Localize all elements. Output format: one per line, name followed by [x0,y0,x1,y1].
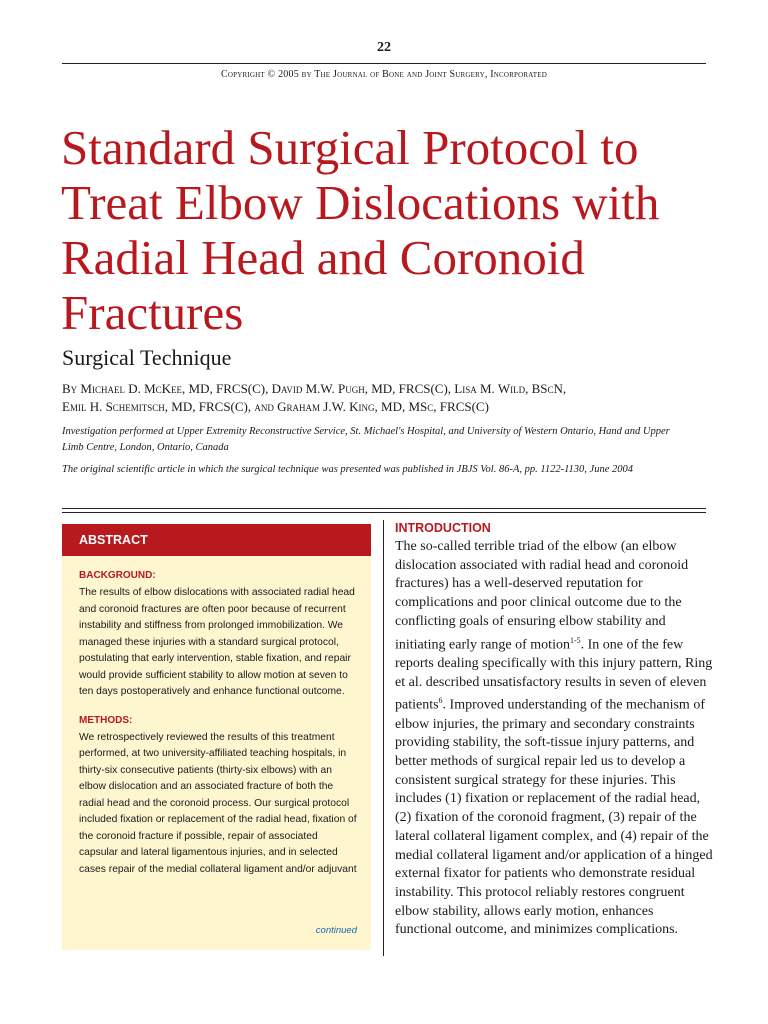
affiliation-note: Investigation performed at Upper Extremity Reconstructive Service, St. Michael's Hospital, and University of Western Ontario, Hand and Upper Limb Centre, London, Ontario, Canada [62,426,670,453]
reference-superscript: 1-5 [569,635,581,645]
background-text: The results of elbow dislocations with associated radial head and coronoid fractures are often poor because of recurrent instability and stiffness from prolonged immobilization. We managed these injuries with a standard surgical protocol, postulating that early intervention, stable fixation, and repair would provide sufficient stability to allow motion at seven to ten days postoperatively and enhance functional outcome. [79,587,355,697]
introduction-section [395,521,713,940]
author-list [62,380,702,416]
page-number: 22 [377,40,391,55]
intro-text-part: . Improved understanding of the mechanism of elbow injuries, the primary and secondary constraints providing stability, the soft-tissue injury patterns, and better methods of surgical repair led us to develop a consistent surgical strategy for these injuries. This includes (1) fixation or replacement of the radial head, (2) fixation of the coronoid fragment, (3) repair of the lateral collateral ligament complex, and (4) repair of the medial collateral ligament and/or application of a hinged external fixator for patients who demonstrate residual instability. This protocol reliably restores congruent elbow stability, allows early motion, enhances functional outcome, and minimizes complications. [395,697,713,938]
introduction-heading: INTRODUCTION [395,521,491,535]
abstract-methods [62,715,371,879]
intro-text-part: . In one of the few reports dealing specifically with this injury pattern, Ring et al. described unsatisfactory results in seven of eleven patients [395,637,713,713]
abstract-box [62,524,371,950]
article-title: Standard Surgical Protocol to Treat Elbow Dislocations with Radial Head and Coronoid Fractures [61,120,660,340]
author-line: Emil H. Schemitsch, MD, FRCS(C), and Graham J.W. King, MD, MSc, FRCS(C) [62,399,489,414]
abstract-header: ABSTRACT [62,524,371,556]
intro-text-part: The so-called terrible triad of the elbow (an elbow dislocation associated with radial head and coronoid fractures) has a well-deserved reputation for complications and poor clinical outcome due to the conflicting goals of ensuring elbow stability and initiating early range of motion [395,539,689,653]
methods-text: We retrospectively reviewed the results of this treatment performed, at two university-affiliated teaching hospitals, in thirty-six consecutive patients (thirty-six elbows) with an elbow dislocation and an associated fracture of both the radial head and the coronoid process. Our surgical protocol included fixation or replacement of the radial head, fixation of the coronoid fracture if possible, repair of associated capsular and lateral ligamentous injuries, and in selected cases repair of the medial collateral ligament and/or adjuvant [79,731,357,875]
methods-heading: METHODS: [79,714,133,726]
original-article-note: The original scientific article in which the surgical technique was presented was published in JBJS Vol. 86-A, pp. 1122-1130, June 2004 [62,464,633,475]
author-line: By Michael D. McKee, MD, FRCS(C), David M.W. Pugh, MD, FRCS(C), Lisa M. Wild, BScN, [62,381,567,396]
continued-link[interactable]: continued [315,925,357,936]
copyright-line: Copyright © 2005 by The Journal of Bone and Joint Surgery, Incorporated [221,69,547,80]
section-divider [62,508,706,513]
reference-superscript: 6 [438,696,443,706]
abstract-background [62,570,371,701]
header-rule [62,63,706,64]
introduction-paragraph [395,538,713,940]
background-heading: BACKGROUND: [79,570,156,581]
article-subtitle: Surgical Technique [62,345,232,370]
column-divider [383,520,384,956]
